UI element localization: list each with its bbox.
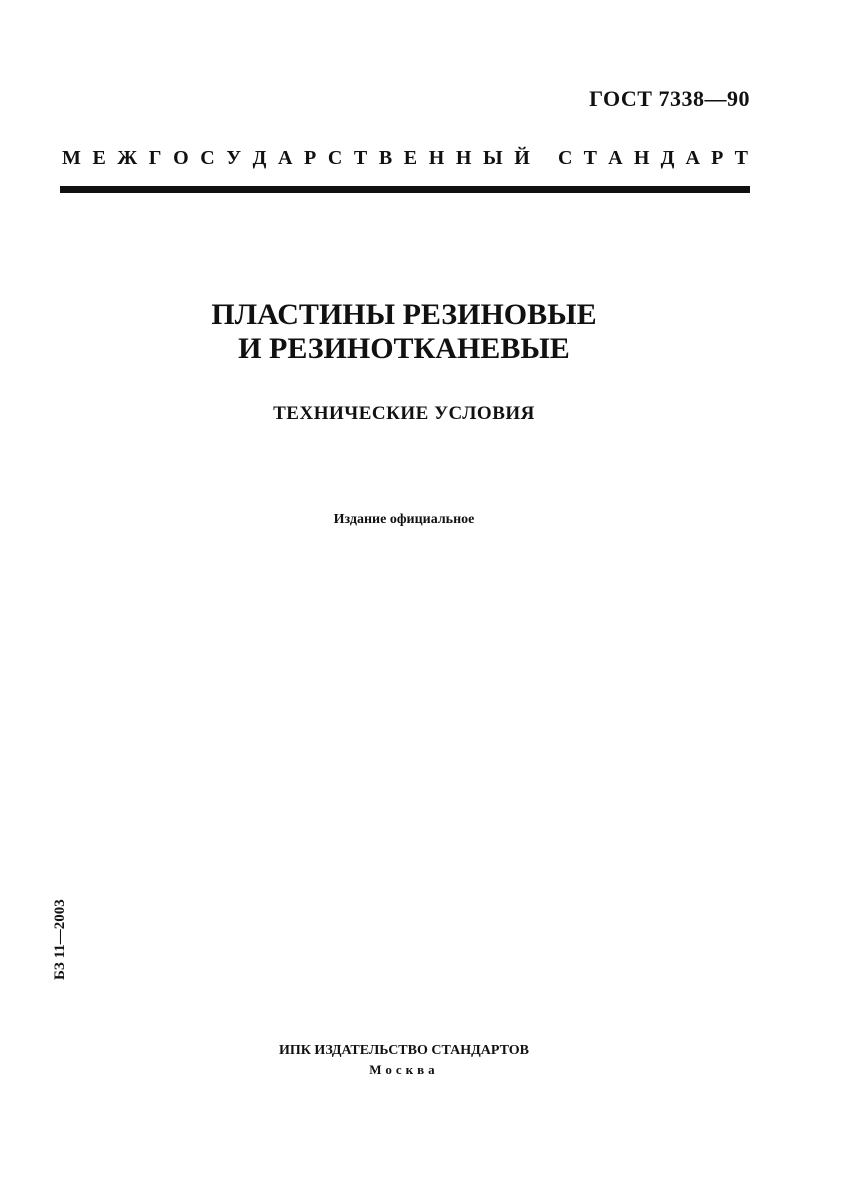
standard-type-heading: [62, 146, 748, 170]
title-line-2: И РЕЗИНОТКАНЕВЫЕ: [238, 332, 570, 365]
header-rule: [60, 186, 750, 193]
side-code: БЗ 11—2003: [52, 899, 68, 980]
standard-type-word-2: С Т А Н Д А Р Т: [558, 147, 748, 169]
document-title: [0, 298, 808, 366]
standard-type-word-1: М Е Ж Г О С У Д А Р С Т В Е Н Н Ы Й: [62, 147, 530, 169]
edition-note: Издание официальное: [333, 512, 475, 527]
publisher-city: Москва: [369, 1062, 439, 1077]
document-subtitle: ТЕХНИЧЕСКИЕ УСЛОВИЯ: [273, 403, 535, 424]
gost-code: ГОСТ 7338—90: [589, 86, 750, 111]
publisher-name: ИПК ИЗДАТЕЛЬСТВО СТАНДАРТОВ: [279, 1043, 529, 1058]
title-line-1: ПЛАСТИНЫ РЕЗИНОВЫЕ: [211, 298, 597, 331]
